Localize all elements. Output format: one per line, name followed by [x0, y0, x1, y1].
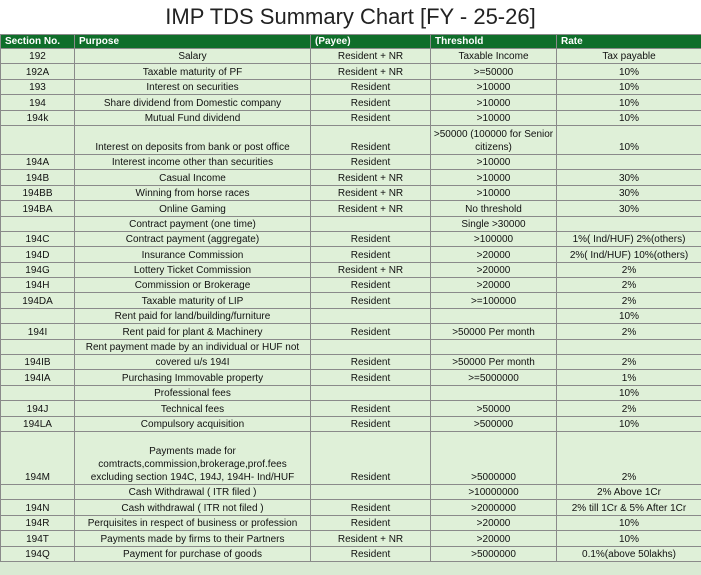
header-rate: Rate — [557, 35, 701, 49]
table-row — [1, 531, 701, 546]
table-row — [1, 247, 701, 262]
table-row — [1, 324, 701, 339]
table-row — [1, 201, 701, 216]
cell-rate: 10% — [557, 416, 701, 431]
cell-rate: 2% — [557, 262, 701, 277]
cell-purpose: Rent payment made by an individual or HUF not — [75, 339, 311, 354]
cell-purpose: Purchasing Immovable property — [75, 370, 311, 385]
cell-threshold: Single >30000 — [431, 216, 557, 231]
cell-threshold: >=5000000 — [431, 370, 557, 385]
cell-rate: 2% — [557, 401, 701, 416]
cell-rate: 10% — [557, 79, 701, 94]
cell-purpose: Contract payment (aggregate) — [75, 231, 311, 246]
cell-payee: Resident — [311, 154, 431, 169]
cell-rate: 30% — [557, 201, 701, 216]
cell-payee: Resident + NR — [311, 201, 431, 216]
cell-purpose: Online Gaming — [75, 201, 311, 216]
table-row — [1, 431, 701, 484]
cell-purpose: Technical fees — [75, 401, 311, 416]
cell-rate: 0.1%(above 50lakhs) — [557, 546, 701, 561]
cell-payee: Resident — [311, 416, 431, 431]
cell-threshold: >10000 — [431, 95, 557, 110]
cell-rate: 2% — [557, 431, 701, 484]
cell-payee: Resident — [311, 546, 431, 561]
table-row — [1, 125, 701, 154]
cell-threshold: >50000 Per month — [431, 355, 557, 370]
cell-rate: 2% — [557, 278, 701, 293]
cell-threshold: No threshold — [431, 201, 557, 216]
cell-section — [1, 484, 75, 499]
cell-rate: 2% till 1Cr & 5% After 1Cr — [557, 500, 701, 515]
cell-section: 194 — [1, 95, 75, 110]
cell-purpose: Casual Income — [75, 170, 311, 185]
cell-threshold: Taxable Income — [431, 49, 557, 64]
cell-purpose: Lottery Ticket Commission — [75, 262, 311, 277]
table-row — [1, 110, 701, 125]
cell-rate — [557, 154, 701, 169]
cell-section: 194T — [1, 531, 75, 546]
cell-threshold: >10000 — [431, 170, 557, 185]
table-row — [1, 416, 701, 431]
cell-payee: Resident — [311, 125, 431, 154]
cell-purpose: Rent paid for plant & Machinery — [75, 324, 311, 339]
cell-rate: 2%( Ind/HUF) 10%(others) — [557, 247, 701, 262]
cell-threshold — [431, 339, 557, 354]
cell-section: 194k — [1, 110, 75, 125]
page-title: IMP TDS Summary Chart [FY - 25-26] — [0, 0, 701, 34]
cell-payee: Resident — [311, 247, 431, 262]
cell-section — [1, 216, 75, 231]
cell-purpose: Rent paid for land/building/furniture — [75, 308, 311, 323]
header-section-no: Section No. — [1, 35, 75, 49]
cell-rate: 10% — [557, 385, 701, 400]
header-purpose: Purpose — [75, 35, 311, 49]
table-row — [1, 500, 701, 515]
table-row — [1, 262, 701, 277]
cell-rate: 1%( Ind/HUF) 2%(others) — [557, 231, 701, 246]
cell-threshold: >10000 — [431, 185, 557, 200]
cell-payee: Resident — [311, 431, 431, 484]
cell-purpose: Mutual Fund dividend — [75, 110, 311, 125]
table-row — [1, 49, 701, 64]
cell-threshold: >5000000 — [431, 546, 557, 561]
cell-payee: Resident + NR — [311, 49, 431, 64]
cell-section: 194DA — [1, 293, 75, 308]
cell-payee: Resident — [311, 324, 431, 339]
cell-rate: Tax payable — [557, 49, 701, 64]
table-row — [1, 293, 701, 308]
cell-purpose: Insurance Commission — [75, 247, 311, 262]
cell-rate: 10% — [557, 110, 701, 125]
table-body — [1, 49, 701, 562]
cell-purpose: Contract payment (one time) — [75, 216, 311, 231]
table-row — [1, 170, 701, 185]
cell-purpose: Professional fees — [75, 385, 311, 400]
cell-purpose: Winning from horse races — [75, 185, 311, 200]
cell-payee — [311, 308, 431, 323]
cell-section: 194B — [1, 170, 75, 185]
cell-payee: Resident + NR — [311, 531, 431, 546]
table-row — [1, 355, 701, 370]
cell-payee: Resident — [311, 293, 431, 308]
cell-threshold: >20000 — [431, 278, 557, 293]
cell-section: 192 — [1, 49, 75, 64]
cell-section: 194C — [1, 231, 75, 246]
cell-section: 194BB — [1, 185, 75, 200]
cell-purpose: Payments made by firms to their Partners — [75, 531, 311, 546]
cell-rate: 2% — [557, 355, 701, 370]
cell-payee: Resident + NR — [311, 185, 431, 200]
cell-purpose: Payments made for comtracts,commission,brokerage,prof.fees excluding section 194C, 194J, 194H- Ind/HUF — [75, 431, 311, 484]
cell-rate: 10% — [557, 64, 701, 79]
cell-threshold: >100000 — [431, 231, 557, 246]
cell-payee: Resident — [311, 370, 431, 385]
cell-threshold: >=100000 — [431, 293, 557, 308]
table-row — [1, 339, 701, 354]
table-row — [1, 154, 701, 169]
cell-rate: 30% — [557, 185, 701, 200]
table-row — [1, 95, 701, 110]
table-row — [1, 308, 701, 323]
cell-payee: Resident — [311, 278, 431, 293]
cell-purpose: Cash withdrawal ( ITR not filed ) — [75, 500, 311, 515]
cell-rate: 10% — [557, 531, 701, 546]
cell-section: 194R — [1, 515, 75, 530]
cell-payee: Resident + NR — [311, 262, 431, 277]
table-row — [1, 385, 701, 400]
cell-purpose: Interest on deposits from bank or post office — [75, 125, 311, 154]
table-row — [1, 216, 701, 231]
cell-purpose: Compulsory acquisition — [75, 416, 311, 431]
cell-payee: Resident — [311, 401, 431, 416]
cell-payee: Resident + NR — [311, 170, 431, 185]
cell-section: 194J — [1, 401, 75, 416]
table-row — [1, 231, 701, 246]
cell-rate — [557, 216, 701, 231]
table-row — [1, 401, 701, 416]
cell-threshold: >10000 — [431, 110, 557, 125]
cell-threshold: >20000 — [431, 262, 557, 277]
table-row — [1, 79, 701, 94]
cell-section: 194IB — [1, 355, 75, 370]
cell-section: 194D — [1, 247, 75, 262]
cell-purpose: Taxable maturity of PF — [75, 64, 311, 79]
cell-threshold: >50000 (100000 for Senior citizens) — [431, 125, 557, 154]
cell-threshold: >20000 — [431, 515, 557, 530]
cell-rate: 10% — [557, 95, 701, 110]
cell-purpose: covered u/s 194I — [75, 355, 311, 370]
cell-section: 194H — [1, 278, 75, 293]
cell-threshold: >50000 — [431, 401, 557, 416]
cell-section — [1, 125, 75, 154]
cell-rate: 2% — [557, 293, 701, 308]
table-row — [1, 64, 701, 79]
cell-payee — [311, 339, 431, 354]
table-row — [1, 278, 701, 293]
cell-rate: 1% — [557, 370, 701, 385]
cell-payee: Resident — [311, 110, 431, 125]
cell-rate: 10% — [557, 125, 701, 154]
cell-purpose: Perquisites in respect of business or profession — [75, 515, 311, 530]
cell-section: 194BA — [1, 201, 75, 216]
table-row — [1, 185, 701, 200]
cell-section: 194M — [1, 431, 75, 484]
cell-threshold: >20000 — [431, 247, 557, 262]
cell-section: 194A — [1, 154, 75, 169]
cell-rate: 2% — [557, 324, 701, 339]
cell-rate — [557, 339, 701, 354]
cell-payee — [311, 385, 431, 400]
cell-purpose: Salary — [75, 49, 311, 64]
cell-threshold: >10000000 — [431, 484, 557, 499]
table-row — [1, 370, 701, 385]
cell-threshold: >5000000 — [431, 431, 557, 484]
cell-threshold: >10000 — [431, 154, 557, 169]
cell-rate: 2% Above 1Cr — [557, 484, 701, 499]
cell-purpose: Payment for purchase of goods — [75, 546, 311, 561]
cell-threshold: >500000 — [431, 416, 557, 431]
cell-payee: Resident — [311, 231, 431, 246]
cell-section: 194Q — [1, 546, 75, 561]
cell-payee: Resident — [311, 79, 431, 94]
tds-summary-table — [0, 34, 701, 562]
cell-payee: Resident — [311, 95, 431, 110]
cell-threshold: >20000 — [431, 531, 557, 546]
cell-purpose: Commission or Brokerage — [75, 278, 311, 293]
cell-section: 192A — [1, 64, 75, 79]
table-row — [1, 515, 701, 530]
table-row — [1, 546, 701, 561]
cell-payee: Resident — [311, 355, 431, 370]
cell-section — [1, 339, 75, 354]
cell-purpose: Interest on securities — [75, 79, 311, 94]
cell-threshold: >2000000 — [431, 500, 557, 515]
cell-section: 194LA — [1, 416, 75, 431]
cell-threshold: >=50000 — [431, 64, 557, 79]
cell-payee: Resident — [311, 500, 431, 515]
cell-section: 194N — [1, 500, 75, 515]
cell-purpose: Share dividend from Domestic company — [75, 95, 311, 110]
cell-payee — [311, 484, 431, 499]
cell-purpose: Cash Withdrawal ( ITR filed ) — [75, 484, 311, 499]
cell-payee: Resident + NR — [311, 64, 431, 79]
cell-payee: Resident — [311, 515, 431, 530]
cell-threshold: >10000 — [431, 79, 557, 94]
table-row — [1, 484, 701, 499]
cell-threshold — [431, 385, 557, 400]
cell-section — [1, 385, 75, 400]
cell-section: 193 — [1, 79, 75, 94]
cell-section: 194G — [1, 262, 75, 277]
table-header-row — [1, 35, 701, 49]
cell-section: 194I — [1, 324, 75, 339]
cell-rate: 10% — [557, 308, 701, 323]
cell-rate: 10% — [557, 515, 701, 530]
cell-section: 194IA — [1, 370, 75, 385]
cell-threshold: >50000 Per month — [431, 324, 557, 339]
cell-purpose: Interest income other than securities — [75, 154, 311, 169]
header-payee: (Payee) — [311, 35, 431, 49]
cell-rate: 30% — [557, 170, 701, 185]
cell-purpose: Taxable maturity of LIP — [75, 293, 311, 308]
cell-threshold — [431, 308, 557, 323]
cell-payee — [311, 216, 431, 231]
header-threshold: Threshold — [431, 35, 557, 49]
cell-section — [1, 308, 75, 323]
